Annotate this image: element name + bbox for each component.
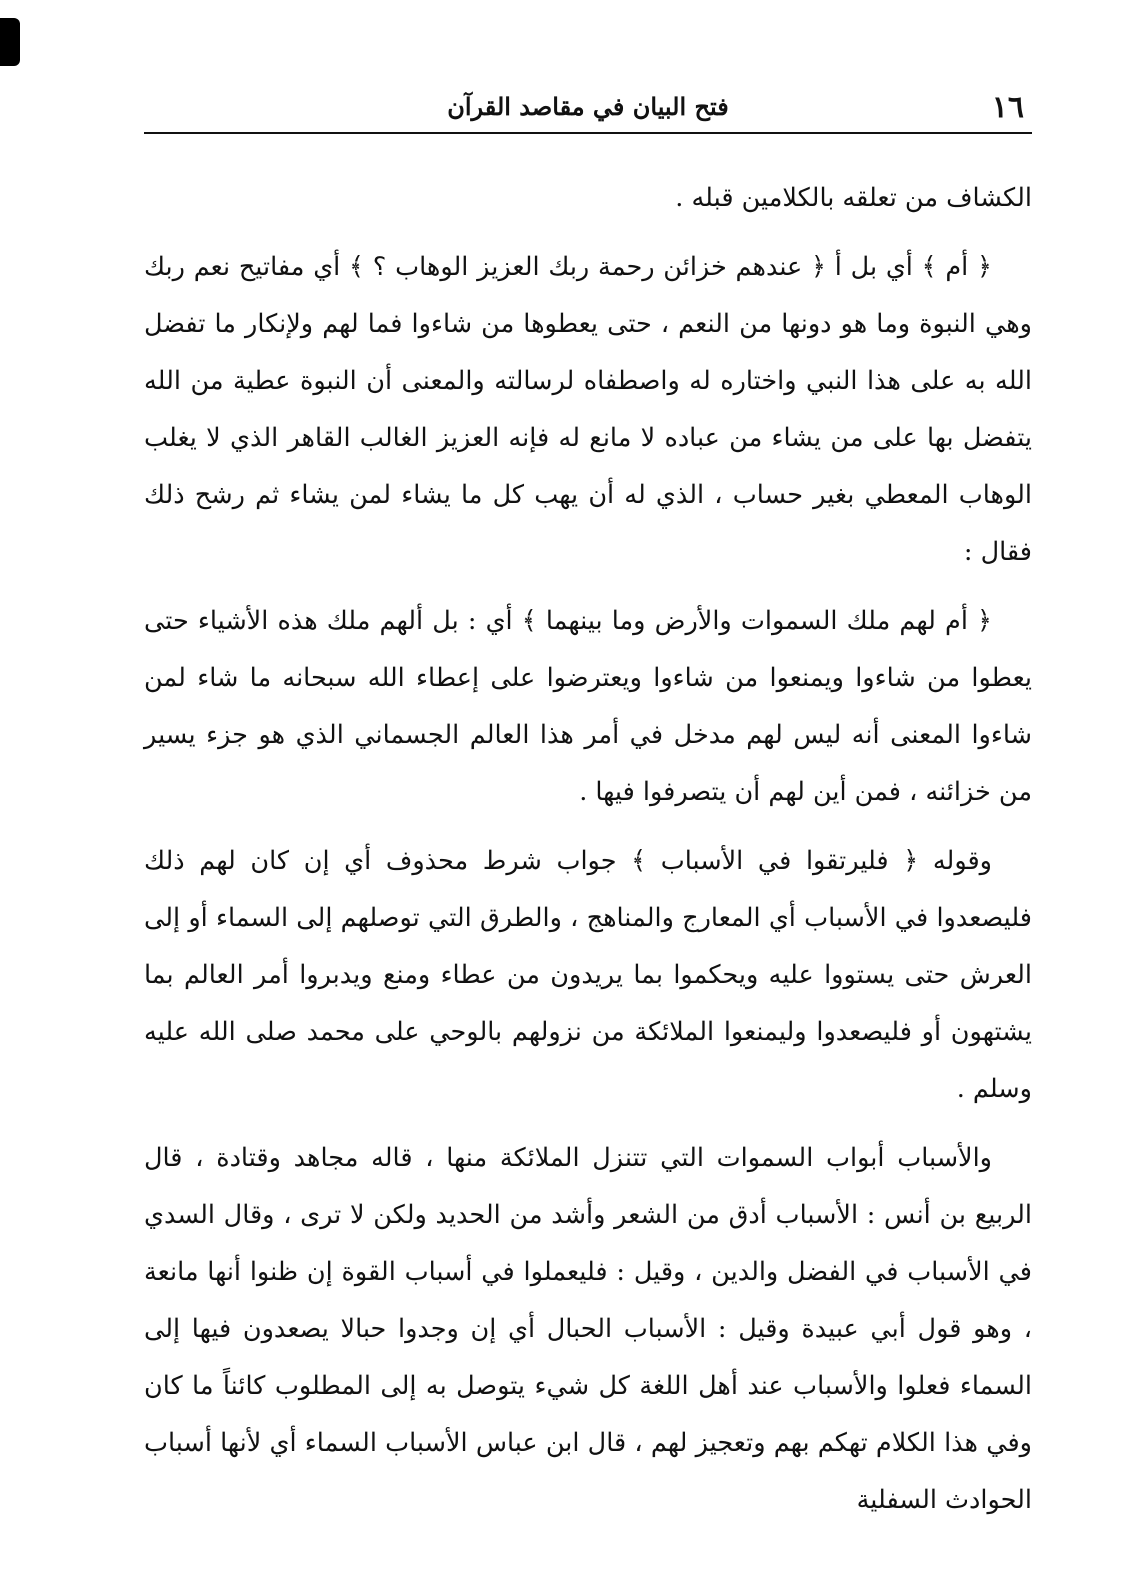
- paragraph: الكشاف من تعلقه بالكلامين قبله .: [675, 183, 1032, 213]
- header-rule: [144, 132, 1032, 134]
- paragraph: والأسباب أبواب السموات التي تتنزل الملائكة منها ، قاله مجاهد وقتادة ، قال الربيع بن أنس : الأسباب أدق من الشعر وأشد من الحديد ولكن لا ترى ، وقال السدي في الأسباب في الفضل والدين ، وقيل : فليعملوا في أسباب القوة إن ظنوا أنها مانعة ، وهو قول أبي عبيدة وقيل : الأسباب الحبال أي إن وجدوا حبالا يصعدون فيها إلى السماء فعلوا والأسباب عند أهل اللغة كل شيء يتوصل به إلى المطلوب كائناً ما كان وفي هذا الكلام تهكم بهم وتعجيز لهم ، قال ابن عباس الأسباب السماء أي لأنها أسباب الحوادث السفلية: [144, 1143, 1032, 1515]
- paragraph: ﴿ أم ﴾ أي بل أ ﴿ عندهم خزائن رحمة ربك العزيز الوهاب ؟ ﴾ أي مفاتيح نعم ربك وهي النبوة وما هو دونها من النعم ، حتى يعطوها من شاءوا فما لهم ولإنكار ما تفضل الله به على هذا النبي واختاره له واصطفاه لرسالته والمعنى أن النبوة عطية من الله يتفضل بها على من يشاء من عباده لا مانع له فإنه العزيز الغالب القاهر الذي لا يغلب الوهاب المعطي بغير حساب ، الذي له أن يهب كل ما يشاء لمن يشاء ثم رشح ذلك فقال :: [144, 252, 1032, 567]
- running-title: فتح البيان في مقاصد القرآن: [447, 92, 729, 121]
- paragraph: ﴿ أم لهم ملك السموات والأرض وما بينهما ﴾ أي : بل ألهم ملك هذه الأشياء حتى يعطوا من شاءوا ويمنعوا من شاءوا ويعترضوا على إعطاء الله سبحانه ما شاء لمن شاءوا المعنى أنه ليس لهم مدخل في أمر هذا العالم الجسماني الذي هو جزء يسير من خزائنه ، فمن أين لهم أن يتصرفوا فيها .: [144, 606, 1032, 807]
- paragraph: وقوله ﴿ فليرتقوا في الأسباب ﴾ جواب شرط محذوف أي إن كان لهم ذلك فليصعدوا في الأسباب أي المعارج والمناهج ، والطرق التي توصلهم إلى السماء أو إلى العرش حتى يستووا عليه ويحكموا بما يريدون من عطاء ومنع ويدبروا أمر العالم بما يشتهون أو فليصعدوا وليمنعوا الملائكة من نزولهم بالوحي على محمد صلى الله عليه وسلم .: [144, 846, 1032, 1104]
- page-edge-mark: [0, 18, 20, 66]
- page-header: [144, 90, 1032, 130]
- main-text: [144, 170, 1032, 1541]
- page-number: ١٦: [991, 90, 1024, 125]
